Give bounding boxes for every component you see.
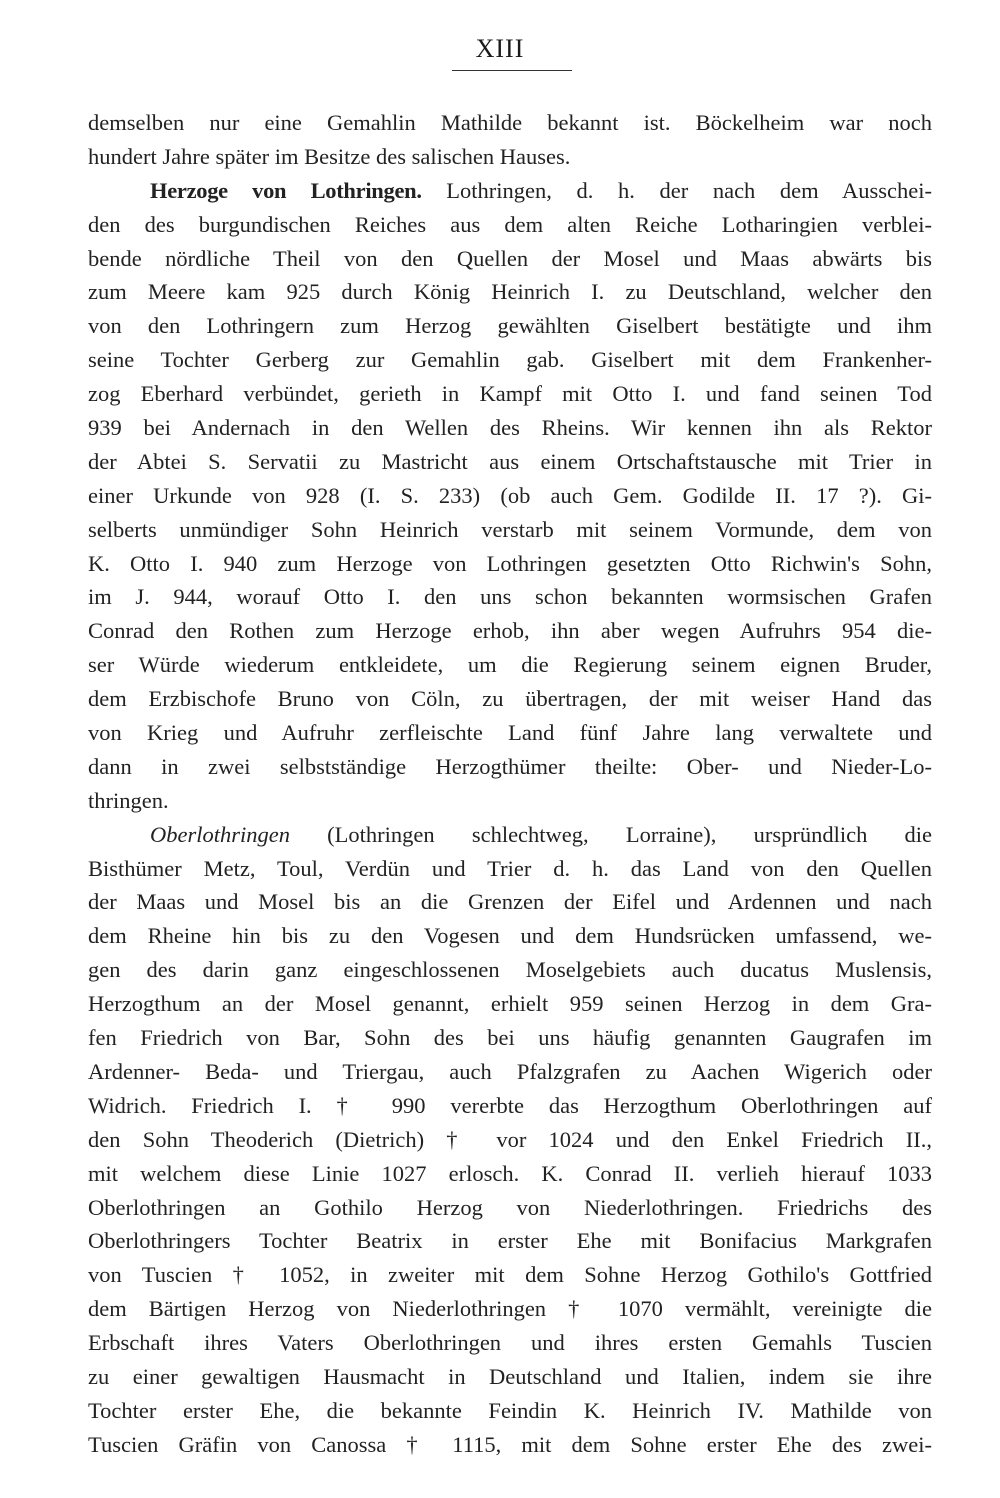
text-line: ser Würde wiederum entkleidete, um die Regierung seinem eignen Bruder, [88,652,932,678]
text-line: selberts unmündiger Sohn Heinrich verstarb mit seinem Vormunde, dem von [88,516,932,542]
paragraph-first-line [88,818,932,852]
text-line: bende nördliche Theil von den Quellen der Mosel und Maas abwärts bis [88,245,932,271]
text-line: fen Friedrich von Bar, Sohn des bei uns häufig genannten Gaugrafen im [88,1025,932,1051]
text-line: Erbschaft ihres Vaters Oberlothringen und ihres ersten Gemahls Tuscien [88,1330,932,1356]
text-line: Conrad den Rothen zum Herzoge erhob, ihn aber wegen Aufruhrs 954 die- [88,618,932,644]
section-heading: Oberlothringen [150,821,290,847]
text-line: zum Meere kam 925 durch König Heinrich I. zu Deutschland, welcher den [88,279,932,305]
text-line: dann in zwei selbstständige Herzogthümer theilte: Ober- und Nieder-Lo- [88,753,932,779]
text-line: K. Otto I. 940 zum Herzoge von Lothringen gesetzten Otto Richwin's Sohn, [88,550,932,576]
text-line: thringen. [88,787,169,813]
text-line: den des burgundischen Reiches aus dem alten Reiche Lotharingien verblei- [88,211,932,237]
text-line: zog Eberhard verbündet, gerieth in Kampf mit Otto I. und fand seinen Tod [88,381,932,407]
text-line: gen des darin ganz eingeschlossenen Moselgebiets auch ducatus Muslensis, [88,957,932,983]
text-line: der Abtei S. Servatii zu Mastricht aus einem Ortschaftstausche mit Trier in [88,448,932,474]
text-run: Lothringen, d. h. der nach dem Ausschei- [421,177,933,203]
text-line: demselben nur eine Gemahlin Mathilde bekannt ist. Böckelheim war noch [88,110,932,135]
text-line: dem Erzbischofe Bruno von Cöln, zu übertragen, der mit weiser Hand das [88,686,932,712]
page-body [88,106,932,1462]
text-line: hundert Jahre später im Besitze des salischen Hauses. [88,143,571,169]
text-line: mit welchem diese Linie 1027 erlosch. K. Conrad II. verlieh hierauf 1033 [88,1160,932,1186]
text-line: der Maas und Mosel bis an die Grenzen der Eifel und Ardennen und nach [88,889,932,915]
text-line: Bisthümer Metz, Toul, Verdün und Trier d. h. das Land von den Quellen [88,855,932,881]
text-line: 939 bei Andernach in den Wellen des Rheins. Wir kennen ihn als Rektor [88,415,932,441]
text-line: einer Urkunde von 928 (I. S. 233) (ob auch Gem. Godilde II. 17 ?). Gi- [88,482,932,508]
text-line: von den Lothringern zum Herzog gewählten Giselbert bestätigte und ihm [88,313,932,339]
text-line: von Tuscien † 1052, in zweiter mit dem Sohne Herzog Gothilo's Gottfried [88,1262,932,1288]
text-line: Ardenner- Beda- und Triergau, auch Pfalzgrafen zu Aachen Wigerich oder [88,1058,932,1084]
text-line: Tochter erster Ehe, die bekannte Feindin K. Heinrich IV. Mathilde von [88,1397,932,1423]
text-line: seine Tochter Gerberg zur Gemahlin gab. Giselbert mit dem Frankenher- [88,347,932,373]
text-line: im J. 944, worauf Otto I. den uns schon bekannten wormsischen Grafen [88,584,932,610]
text-line: Herzogthum an der Mosel genannt, erhielt 959 seinen Herzog in dem Gra- [88,991,932,1017]
page-number: XIII [475,34,525,63]
text-line: Oberlothringen an Gothilo Herzog von Niederlothringen. Friedrichs des [88,1194,932,1220]
paragraph-first-line [88,174,932,208]
text-line: von Krieg und Aufruhr zerfleischte Land fünf Jahre lang verwaltete und [88,720,932,746]
text-line: Tuscien Gräfin von Canossa † 1115, mit dem Sohne erster Ehe des zwei- [88,1431,932,1457]
text-line: Oberlothringers Tochter Beatrix in erster Ehe mit Bonifacius Markgrafen [88,1228,932,1254]
text-line: den Sohn Theoderich (Dietrich) † vor 1024 und den Enkel Friedrich II., [88,1126,932,1152]
text-line: Widrich. Friedrich I. † 990 vererbte das Herzogthum Oberlothringen auf [88,1092,932,1118]
text-line: zu einer gewaltigen Hausmacht in Deutschland und Italien, indem sie ihre [88,1363,932,1389]
text-line: dem Rheine hin bis zu den Vogesen und dem Hundsrücken umfassend, we- [88,923,932,949]
section-heading: Herzoge von Lothringen. [150,177,422,203]
text-line: dem Bärtigen Herzog von Niederlothringen † 1070 vermählt, vereinigte die [88,1296,932,1322]
text-run: (Lothringen schlechtweg, Lorraine), urspründlich die [290,821,932,847]
header-rule [452,70,572,71]
